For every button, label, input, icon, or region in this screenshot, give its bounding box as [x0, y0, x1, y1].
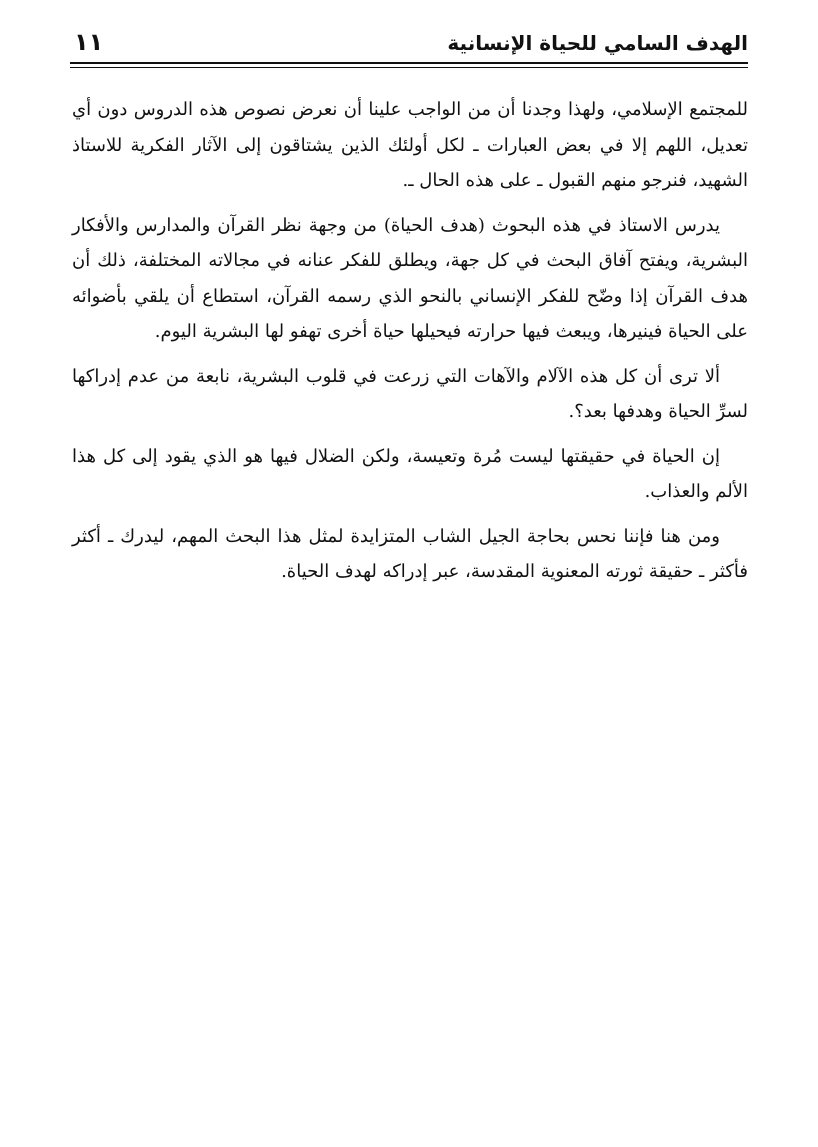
header-rule-thin: [70, 67, 748, 68]
running-header: [70, 26, 748, 66]
paragraph-2: يدرس الاستاذ في هذه البحوث (هدف الحياة) من وجهة نظر القرآن والمدارس والأفكار البشرية، ويفتح آفاق البحث في كل جهة، ويطلق للفكر عنانه في مجالاته المختلفة، ذلك أن هدف القرآن إذا وضّح للفكر الإنساني بالنحو الذي رسمه القرآن، استطاع أن يلقي بأضوائه على الحياة فينيرها، ويبعث فيها حرارته فيحيلها حياة أخرى تهفو لها البشرية اليوم.: [72, 214, 748, 342]
body-text: [72, 92, 748, 599]
paragraph-5: ومن هنا فإننا نحس بحاجة الجيل الشاب المتزايدة لمثل هذا البحث المهم، ليدرك ـ أكثر فأكثر ـ حقيقة ثورته المعنوية المقدسة، عبر إدراكه لهدف الحياة.: [72, 525, 748, 582]
paragraph-3: ألا ترى أن كل هذه الآلام والآهات التي زرعت في قلوب البشرية، نابعة من عدم إدراكها لسرِّ الحياة وهدفها بعد؟.: [72, 365, 748, 422]
page-number: ١١: [74, 28, 104, 56]
running-header-title: الهدف السامي للحياة الإنسانية: [447, 31, 748, 55]
paragraph-1: للمجتمع الإسلامي، ولهذا وجدنا أن من الواجب علينا أن نعرض نصوص هذه الدروس دون أي تعديل، اللهم إلا في بعض العبارات ـ لكل أولئك الذين يشتاقون إلى الآثار الفكرية للاستاذ الشهيد، فنرجو منهم القبول ـ على هذه الحال ـ.: [72, 99, 748, 191]
paragraph-4: إن الحياة في حقيقتها ليست مُرة وتعيسة، ولكن الضلال فيها هو الذي يقود إلى كل هذا الألم والعذاب.: [72, 445, 748, 502]
header-rule-thick: [70, 62, 748, 64]
